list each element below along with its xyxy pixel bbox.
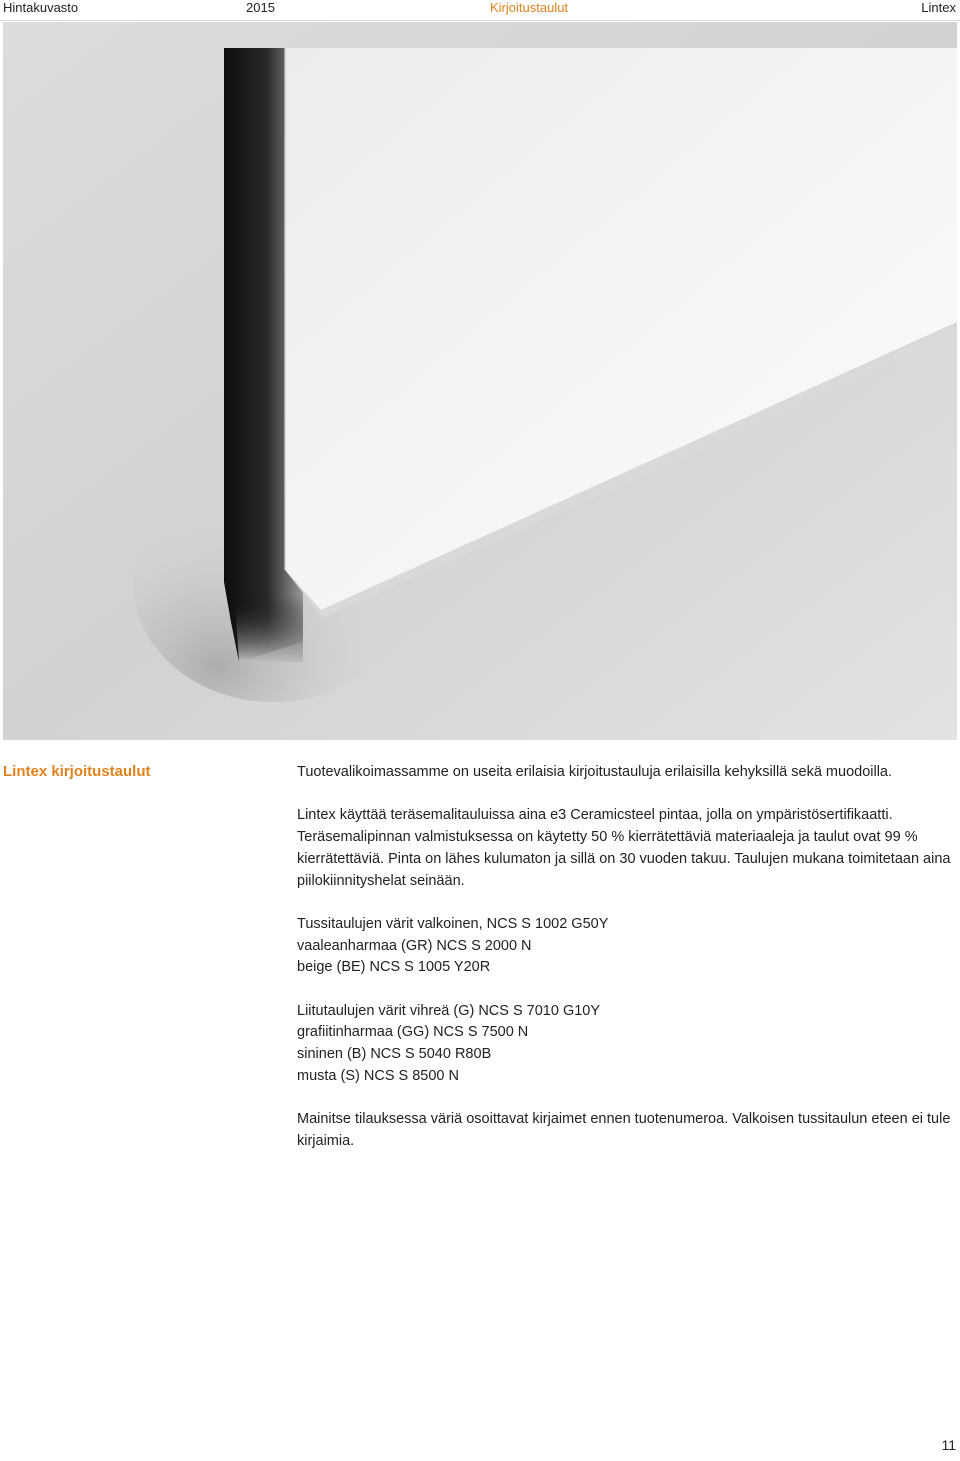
- chalk-color-line: grafiitinharmaa (GG) NCS S 7500 N: [297, 1024, 529, 1041]
- header-brand: Lintex: [921, 0, 956, 15]
- chalk-board-colors: [297, 1001, 952, 1088]
- chalk-color-line: Liitutaulujen värit vihreä (G) NCS S 7010 G10Y: [297, 1002, 601, 1019]
- header-section-title: Kirjoitustaulut: [490, 0, 569, 15]
- product-photo: [3, 22, 957, 740]
- sustainability-paragraph: Lintex käyttää teräsemalitauluissa aina e3 Ceramicsteel pintaa, jolla on ympäristösertifikaatti. Teräsemalipinnan valmistuksessa on käytetty 50 % kierrätettäviä materiaaleja ja taulut ovat 99 % kierrätettäviä. Pinta on lähes kulumaton ja sillä on 30 vuoden takuu. Taulujen mukana toimitetaan aina piilokiinnityshelat seinään.: [297, 807, 951, 889]
- marker-color-line: Tussitaulujen värit valkoinen, NCS S 1002 G50Y: [297, 915, 609, 932]
- product-description: [297, 762, 952, 1174]
- marker-color-line: beige (BE) NCS S 1005 Y20R: [297, 959, 491, 976]
- header-divider: [0, 20, 960, 21]
- section-title: Lintex kirjoitustaulut: [3, 763, 151, 780]
- chalk-color-line: musta (S) NCS S 8500 N: [297, 1067, 459, 1084]
- page-number: 11: [941, 1437, 956, 1453]
- header-catalog-title: Hintakuvasto: [3, 0, 79, 15]
- header-year: 2015: [246, 0, 275, 15]
- page-header: [0, 0, 960, 22]
- intro-paragraph: Tuotevalikoimassamme on useita erilaisia kirjoitustauluja erilaisilla kehyksillä sekä muodoilla.: [297, 764, 893, 780]
- marker-color-line: vaaleanharmaa (GR) NCS S 2000 N: [297, 937, 532, 954]
- chalk-color-line: sininen (B) NCS S 5040 R80B: [297, 1046, 492, 1063]
- marker-board-colors: [297, 914, 952, 979]
- ordering-note: Mainitse tilauksessa väriä osoittavat kirjaimet ennen tuotenumeroa. Valkoisen tussitaulun eteen ei tule kirjaimia.: [297, 1111, 951, 1149]
